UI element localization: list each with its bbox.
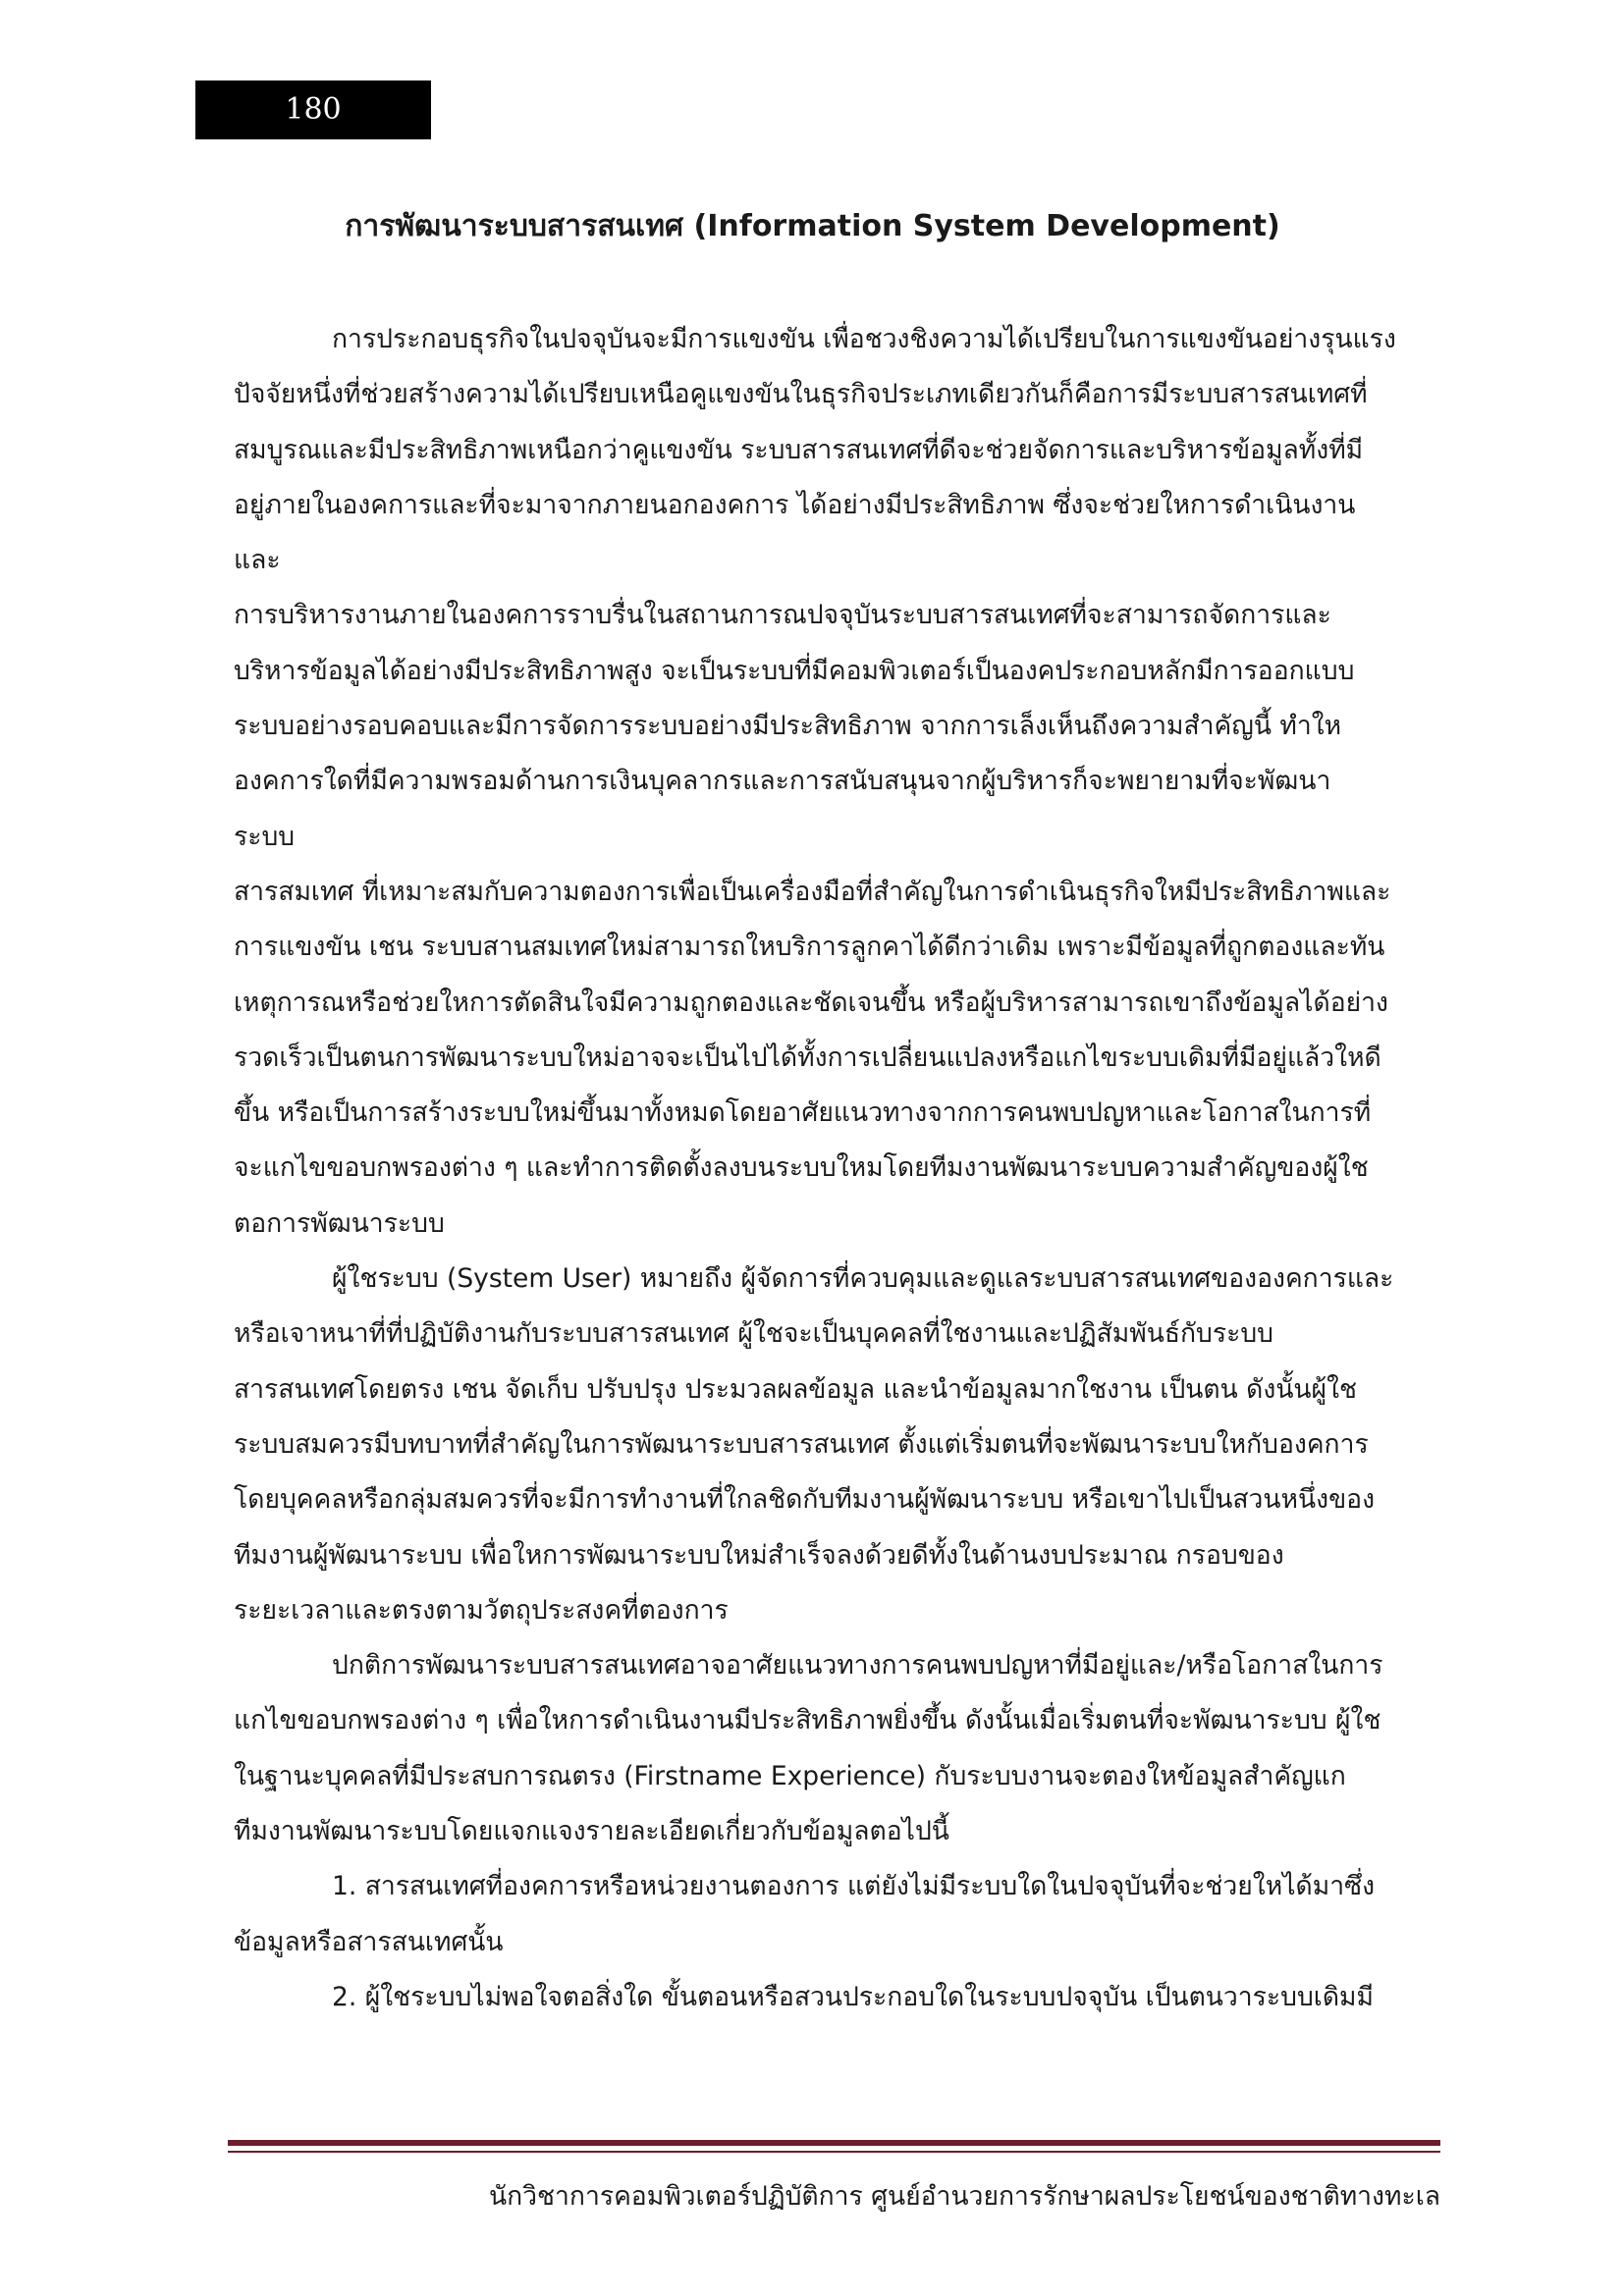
body-line: สารสมเทศ ที่เหมาะสมกับความตองการเพื่อเป็นเครื่องมือที่สำคัญในการดำเนินธุรกิจใหมีประสิทธิภาพและ: [234, 876, 1391, 907]
body-line: ทีมงานผู้พัฒนาระบบ เพื่อใหการพัฒนาระบบใหม่สำเร็จลงด้วยดีทั้งในด้านงบประมาณ กรอบของ: [234, 1539, 1284, 1571]
footer-rule-thin: [228, 2151, 1440, 2153]
footer-text: นักวิชาการคอมพิวเตอร์ปฏิบัติการ ศูนย์อำนวยการรักษาผลประโยชน์ของชาติทางทะเล: [489, 2181, 1440, 2212]
body-line: ปกติการพัฒนาระบบสารสนเทศอาจอาศัยแนวทางการคนพบปญหาที่มีอยู่และ/หรือโอกาสในการ: [332, 1650, 1383, 1682]
body-line: บริหารข้อมูลได้อย่างมีประสิทธิภาพสูง จะเป็นระบบที่มีคอมพิวเตอร์เป็นองคประกอบหลักมีการออกแบบ: [234, 655, 1355, 686]
body-line: ผู้ใชระบบ (System User) หมายถึง ผู้จัดการที่ควบคุมและดูแลระบบสารสนเทศขององคการและ: [332, 1263, 1394, 1295]
body-line: 1. สารสนเทศที่องคการหรือหน่วยงานตองการ แต่ยังไม่มีระบบใดในปจจุบันที่จะช่วยใหได้มาซึ่ง: [332, 1871, 1376, 1902]
body-line: เหตุการณหรือช่วยใหการตัดสินใจมีความถูกตองและชัดเจนขึ้น หรือผู้บริหารสามารถเขาถึงข้อมูลได้อย่าง: [234, 987, 1388, 1018]
body-line: ขึ้น หรือเป็นการสร้างระบบใหม่ขึ้นมาทั้งหมดโดยอาศัยแนวทางจากการคนพบปญหาและโอกาสในการที่: [234, 1097, 1372, 1129]
body-line: การบริหารงานภายในองคการราบรื่นในสถานการณปจจุบันระบบสารสนเทศที่จะสามารถจัดการและ: [234, 600, 1331, 631]
body-line: ตอการพัฒนาระบบ: [234, 1207, 445, 1239]
page-number: 180: [285, 92, 342, 127]
body-line: ในฐานะบุคคลที่มีประสบการณตรง (Firstname Experience) กับระบบงานจะตองใหข้อมูลสำคัญแก: [234, 1760, 1346, 1791]
body-line: ทีมงานพัฒนาระบบโดยแจกแจงรายละเอียดเกี่ยวกับข้อมูลตอไปนี้: [234, 1816, 949, 1847]
document-title: การพัฒนาระบบสารสนเทศ (Information System Development): [345, 209, 1280, 243]
page-number-box: [195, 80, 431, 139]
body-line: องคการใดที่มีความพรอมด้านการเงินบุคลากรและการสนับสนุนจากผู้บริหารก็จะพยายามที่จะพัฒนา: [234, 766, 1331, 797]
body-line: อยู่ภายในองคการและที่จะมาจากภายนอกองคการ ได้อย่างมีประสิทธิภาพ ซึ่งจะช่วยใหการดำเนินงาน: [234, 489, 1356, 520]
body-line: สมบูรณและมีประสิทธิภาพเหนือกว่าคูแขงขัน ระบบสารสนเทศที่ดีจะช่วยจัดการและบริหารข้อมูลทั้งที่มี: [234, 434, 1364, 465]
body-line: และ: [234, 545, 281, 576]
body-line: โดยบุคคลหรือกลุ่มสมควรที่จะมีการทำงานที่ใกลชิดกับทีมงานผู้พัฒนาระบบ หรือเขาไปเป็นสวนหนึ่งของ: [234, 1484, 1376, 1516]
body-line: ระบบสมควรมีบทบาทที่สำคัญในการพัฒนาระบบสารสนเทศ ตั้งแต่เริ่มตนที่จะพัฒนาระบบใหกับองคการ: [234, 1428, 1369, 1460]
body-line: แกไขขอบกพรองต่าง ๆ เพื่อใหการดำเนินงานมีประสิทธิภาพยิ่งขึ้น ดังนั้นเมื่อเริ่มตนที่จะพัฒนาระบบ ผู้ใช: [234, 1705, 1381, 1736]
body-line: การแขงขัน เชน ระบบสานสมเทศใหม่สามารถใหบริการลูกคาได้ดีกว่าเดิม เพราะมีข้อมูลที่ถูกตองและทัน: [234, 932, 1385, 963]
body-line: รวดเร็วเป็นตนการพัฒนาระบบใหม่อาจจะเป็นไปได้ทั้งการเปลี่ยนแปลงหรือแกไขระบบเดิมที่มีอยู่แล้วใหดี: [234, 1041, 1381, 1073]
body-line: จะแกไขขอบกพรองต่าง ๆ และทำการติดตั้งลงบนระบบใหมโดยทีมงานพัฒนาระบบความสำคัญของผู้ใช: [234, 1152, 1369, 1184]
body-line: ระบบอย่างรอบคอบและมีการจัดการระบบอย่างมีประสิทธิภาพ จากการเล็งเห็นถึงความสำคัญนี้ ทำให: [234, 711, 1342, 742]
body-line: ระบบ: [234, 821, 296, 852]
body-line: การประกอบธุรกิจในปจจุบันจะมีการแขงขัน เพื่อชวงชิงความได้เปรียบในการแขงขันอย่างรุนแรง: [332, 324, 1396, 354]
body-text: [234, 312, 1434, 2025]
body-line: ปัจจัยหนึ่งที่ช่วยสร้างความได้เปรียบเหนือคูแขงขันในธุรกิจประเภทเดียวกันก็คือการมีระบบสารสนเทศที่: [234, 379, 1368, 410]
footer-rule: [228, 2140, 1440, 2146]
body-line: หรือเจาหนาที่ที่ปฏิบัติงานกับระบบสารสนเทศ ผู้ใชจะเป็นบุคคลที่ใชงานและปฏิสัมพันธ์กับระบบ: [234, 1318, 1273, 1350]
body-line: สารสนเทศโดยตรง เชน จัดเก็บ ปรับปรุง ประมวลผลข้อมูล และนำข้อมูลมากใชงาน เป็นตน ดังนั้นผู้ใช: [234, 1373, 1358, 1405]
body-line: 2. ผู้ใชระบบไม่พอใจตอสิ่งใด ขั้นตอนหรือสวนประกอบใดในระบบปจจุบัน เป็นตนวาระบบเดิมมี: [332, 1981, 1374, 2012]
body-line: ระยะเวลาและตรงตามวัตถุประสงคที่ตองการ: [234, 1594, 729, 1626]
body-line: ข้อมูลหรือสารสนเทศนั้น: [234, 1926, 504, 1957]
